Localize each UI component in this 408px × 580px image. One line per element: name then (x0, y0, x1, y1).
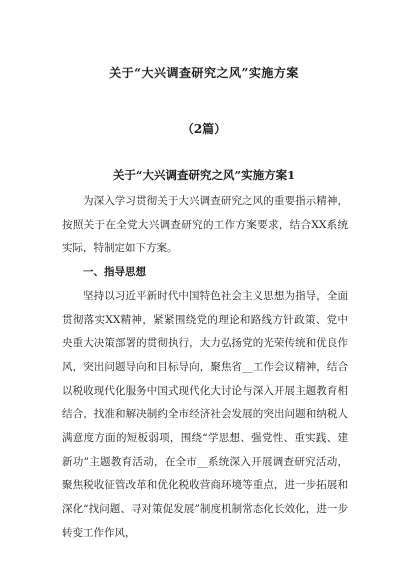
document-title: 关于“大兴调查研究之风”实施方案 (109, 66, 299, 80)
document-body (62, 190, 348, 546)
section-title: 关于“大兴调查研究之风”实施方案1 (112, 168, 296, 182)
intro-paragraph: 为深入学习贯彻关于大兴调查研究之风的重要指示精神，按照关于在全党大兴调查研究的工作方案要求，结合XX系统实际，特制定如下方案。 (62, 195, 348, 255)
piece-count: （2篇） (181, 122, 227, 136)
guiding-ideology-paragraph: 坚持以习近平新时代中国特色社会主义思想为指导，全面贯彻落实XX精神，紧紧围绕党的理论和路线方针政策、党中央重大决策部署的贯彻执行，大力弘扬党的光荣传统和优良作风，突出问题导向和目标导向，聚焦省__工作会议精神，结合以税收现代化服务中国式现代化大讨论与深入开展主题教育相结合，找准和解决制约全市经济社会发展的突出问题和纳税人满意度方面的短板弱项，围绕“学思想、强党性、重实践、建新功”主题教育活动，在全市__系统深入开展调查研究活动，聚焦税收征管改革和优化税收营商环境等重点，进一步拓展和深化“找问题、寻对策促发展”制度机制常态化长效化，进一步转变工作作风， (62, 289, 348, 539)
heading-guiding-ideology: 一、指导思想 (83, 266, 146, 279)
